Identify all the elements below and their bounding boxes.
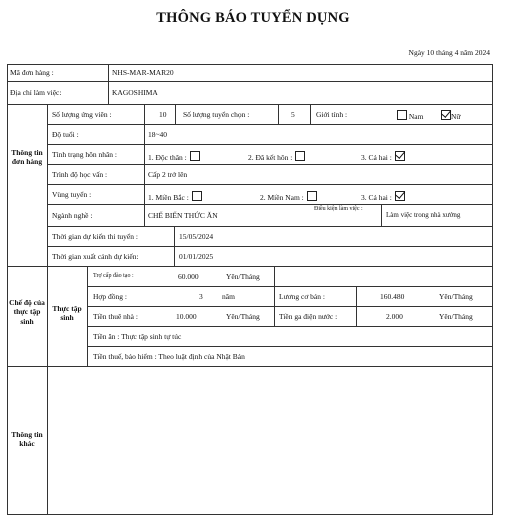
age-label: Độ tuổi : bbox=[52, 130, 79, 139]
grid-line bbox=[7, 81, 492, 82]
rent-value: 10.000 bbox=[176, 312, 197, 321]
region-opt1: 1. Miền Bắc : bbox=[148, 191, 202, 202]
south-checkbox[interactable] bbox=[307, 191, 317, 201]
grid-line bbox=[310, 104, 311, 124]
gender-female-label: Nữ bbox=[451, 112, 461, 121]
training-allowance-value: 60.000 bbox=[178, 272, 199, 281]
female-checkbox[interactable] bbox=[441, 110, 451, 120]
grid-line bbox=[7, 104, 492, 105]
grid-line bbox=[7, 64, 492, 65]
grid-line bbox=[108, 64, 109, 104]
grid-line bbox=[87, 306, 492, 307]
workplace-value: KAGOSHIMA bbox=[112, 88, 158, 97]
section-other-info: Thông tin khác bbox=[11, 430, 43, 449]
utilities-unit: Yên/Tháng bbox=[439, 312, 473, 321]
gender-male-label: Nam bbox=[408, 112, 424, 121]
departure-value: 01/01/2025 bbox=[179, 252, 214, 261]
order-label: Mã đơn hàng : bbox=[10, 68, 54, 77]
married-checkbox[interactable] bbox=[295, 151, 305, 161]
base-salary-unit: Yên/Tháng bbox=[439, 292, 473, 301]
education-value: Cấp 2 trở lên bbox=[148, 170, 188, 179]
tax-text: Tiền thuế, bảo hiểm : Theo luật định của Nhật Bản bbox=[93, 352, 245, 361]
grid-line bbox=[87, 286, 492, 287]
gender-label: Giới tính : bbox=[316, 110, 348, 119]
applicants-value: 10 bbox=[159, 110, 167, 119]
grid-line bbox=[175, 104, 176, 124]
grid-line bbox=[7, 514, 492, 515]
section-regime: Chế độ của thực tập sinh bbox=[9, 298, 45, 326]
section-order-info: Thông tin đơn hàng bbox=[11, 148, 43, 167]
region-opt3: 3. Cả hai : bbox=[361, 191, 405, 202]
meals-text: Tiền ăn : Thực tập sinh tự túc bbox=[93, 332, 182, 341]
grid-line bbox=[381, 204, 382, 226]
male-checkbox[interactable] bbox=[397, 110, 407, 120]
contract-unit: năm bbox=[222, 292, 235, 301]
marital-opt1: 1. Độc thân : bbox=[148, 151, 200, 162]
industry-value: CHẾ BIẾN THỨC ĂN bbox=[148, 211, 218, 220]
marital-both-checkbox[interactable] bbox=[395, 151, 405, 161]
rent-unit: Yên/Tháng bbox=[226, 312, 260, 321]
training-allowance-unit: Yên/Tháng bbox=[226, 272, 260, 281]
grid-line bbox=[47, 226, 492, 227]
base-salary-label: Lương cơ bản : bbox=[279, 292, 325, 301]
training-allowance-label: Trợ cấp đào tạo : bbox=[93, 273, 134, 279]
exam-date-value: 15/05/2024 bbox=[179, 232, 214, 241]
condition-value: Làm việc trong nhà xưởng bbox=[386, 211, 461, 219]
utilities-value: 2.000 bbox=[386, 312, 403, 321]
base-salary-value: 160.480 bbox=[380, 292, 405, 301]
rent-label: Tiền thuê nhà : bbox=[93, 312, 138, 321]
workplace-label: Địa chỉ làm việc: bbox=[10, 88, 62, 97]
region-label: Vùng tuyển : bbox=[52, 190, 92, 199]
marital-label: Tình trạng hôn nhân : bbox=[52, 150, 117, 159]
other-info-area[interactable] bbox=[48, 367, 491, 513]
gender-female bbox=[438, 110, 460, 121]
single-checkbox[interactable] bbox=[190, 151, 200, 161]
grid-line bbox=[174, 226, 175, 266]
grid-line bbox=[492, 64, 493, 515]
condition-label: Điều kiện làm việc : bbox=[314, 206, 363, 212]
page-title: THÔNG BÁO TUYỂN DỤNG bbox=[156, 10, 350, 26]
north-checkbox[interactable] bbox=[192, 191, 202, 201]
selected-label: Số lượng tuyển chọn : bbox=[183, 110, 250, 119]
departure-label: Thời gian xuất cảnh dự kiến: bbox=[52, 252, 139, 261]
region-both-checkbox[interactable] bbox=[395, 191, 405, 201]
contract-label: Hợp đồng : bbox=[93, 292, 127, 301]
notice-date: Ngày 10 tháng 4 năm 2024 bbox=[408, 48, 490, 57]
grid-line bbox=[47, 204, 492, 205]
grid-line bbox=[87, 266, 88, 366]
grid-line bbox=[47, 144, 492, 145]
applicants-label: Số lượng ứng viên : bbox=[52, 110, 112, 119]
grid-line bbox=[47, 164, 492, 165]
gender-male bbox=[394, 110, 423, 121]
education-label: Trình độ học vấn : bbox=[52, 170, 108, 179]
age-value: 18~40 bbox=[148, 130, 168, 139]
grid-line bbox=[144, 104, 145, 226]
region-opt2: 2. Miền Nam : bbox=[260, 191, 317, 202]
order-value: NHS-MAR-MAR20 bbox=[112, 68, 174, 77]
grid-line bbox=[87, 346, 492, 347]
intern-subsection: Thực tập sinh bbox=[52, 304, 82, 323]
grid-line bbox=[47, 124, 492, 125]
marital-opt2: 2. Đã kết hôn : bbox=[248, 151, 305, 162]
grid-line bbox=[7, 266, 492, 267]
contract-value: 3 bbox=[199, 292, 203, 301]
marital-opt3: 3. Cả hai : bbox=[361, 151, 405, 162]
industry-label: Ngành nghề : bbox=[52, 211, 93, 220]
grid-line bbox=[47, 184, 492, 185]
grid-line bbox=[87, 326, 492, 327]
exam-date-label: Thời gian dự kiến thi tuyển : bbox=[52, 232, 138, 241]
utilities-label: Tiền ga điện nước : bbox=[279, 312, 338, 321]
grid-line bbox=[278, 104, 279, 124]
grid-line bbox=[47, 246, 492, 247]
grid-line bbox=[274, 266, 275, 326]
selected-value: 5 bbox=[291, 110, 295, 119]
grid-line bbox=[356, 286, 357, 326]
